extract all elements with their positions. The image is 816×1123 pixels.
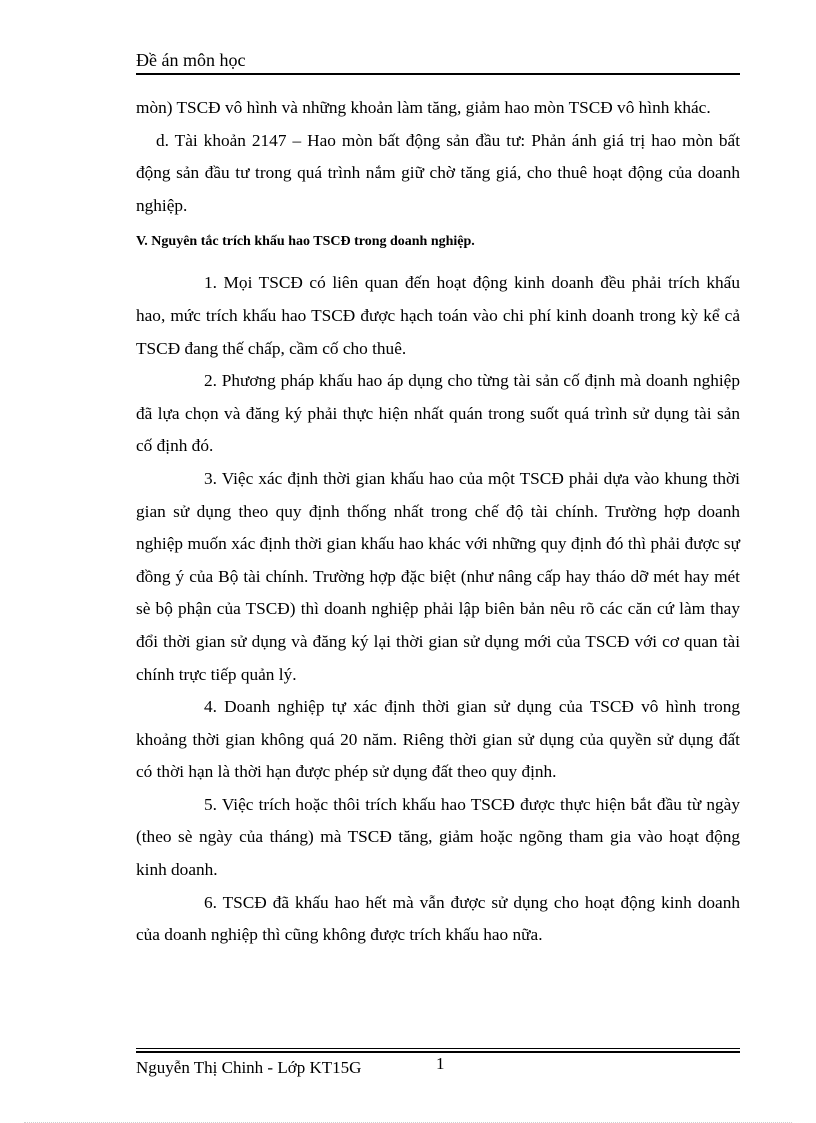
page-header — [136, 47, 740, 75]
footer-author: Nguyễn Thị Chinh - Lớp KT15G — [136, 1058, 362, 1077]
list-item: 3. Việc xác định thời gian khấu hao của một TSCĐ phải dựa vào khung thời gian sử dụng theo quy định thống nhất trong chế độ tài chính. Trường hợp doanh nghiệp muốn xác định thời gian khấu hao khác với những quy định đó thì phải được sự đồng ý của Bộ tài chính. Trường hợp đặc biệt (như nâng cấp hay tháo dỡ mét hay mét sè bộ phận của TSCĐ) thì doanh nghiệp phải lập biên bản nêu rõ các căn cứ làm thay đổi thời gian sử dụng và đăng ký lại thời gian sử dụng mới của TSCĐ với cơ quan tài chính trực tiếp quản lý. — [136, 468, 740, 684]
list-item: 5. Việc trích hoặc thôi trích khấu hao TSCĐ được thực hiện bắt đầu từ ngày (theo sè ngày của tháng) mà TSCĐ tăng, giảm hoặc ngõng tham gia vào hoạt động kinh doanh. — [136, 794, 740, 880]
list-item: 6. TSCĐ đã khấu hao hết mà vẫn được sử dụng cho hoạt động kinh doanh của doanh nghiệp thì cũng không được trích khấu hao nữa. — [136, 892, 740, 945]
list-item: 1. Mọi TSCĐ có liên quan đến hoạt động kinh doanh đều phải trích khấu hao, mức trích khấu hao TSCĐ được hạch toán vào chi phí kinh doanh trong kỳ kể cả TSCĐ đang thế chấp, cầm cố cho thuê. — [136, 273, 740, 358]
footer-divider — [136, 1051, 740, 1053]
paragraph-continuation: mòn) TSCĐ vô hình và những khoản làm tăng, giảm hao mòn TSCĐ vô hình khác. — [136, 98, 711, 117]
paragraph-account-2147: d. Tài khoản 2147 – Hao mòn bất động sản đầu tư: Phản ánh giá trị hao mòn bất động sản đầu tư trong quá trình nắm giữ chờ tăng giá, cho thuê hoạt động của doanh nghiệp. — [136, 130, 740, 215]
section-heading: V. Nguyên tắc trích khấu hao TSCĐ trong doanh nghiệp. — [136, 234, 475, 250]
list-item: 4. Doanh nghiệp tự xác định thời gian sử dụng của TSCĐ vô hình trong khoảng thời gian không quá 20 năm. Riêng thời gian sử dụng của quyền sử dụng đất có thời hạn là thời hạn được phép sử dụng đất theo quy định. — [136, 697, 740, 782]
document-body — [136, 92, 740, 952]
footer-divider — [136, 1048, 740, 1049]
header-title: Đề án môn học — [136, 50, 246, 70]
list-item: 2. Phương pháp khấu hao áp dụng cho từng tài sản cố định mà doanh nghiệp đã lựa chọn và đăng ký phải thực hiện nhất quán trong suốt quá trình sử dụng tài sản cố định đó. — [136, 371, 740, 456]
page-footer — [136, 1048, 740, 1077]
page-number: 1 — [436, 1054, 445, 1073]
